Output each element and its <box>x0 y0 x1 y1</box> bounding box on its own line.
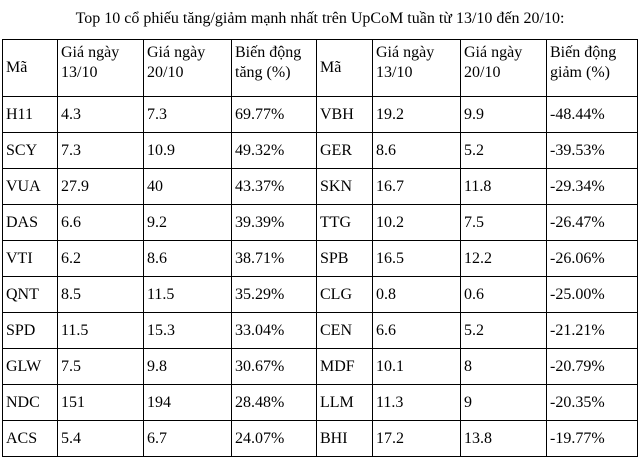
cell-gainer-price-start: 27.9 <box>58 169 144 205</box>
cell-gainer-price-end: 10.9 <box>144 133 232 169</box>
cell-gainer-price-end: 9.2 <box>144 205 232 241</box>
cell-loser-change: -48.44% <box>547 97 638 133</box>
cell-loser-price-end: 12.2 <box>461 241 547 277</box>
cell-loser-code: SKN <box>317 169 373 205</box>
cell-gainer-change: 35.29% <box>232 277 317 313</box>
cell-loser-code: TTG <box>317 205 373 241</box>
cell-gainer-price-start: 6.6 <box>58 205 144 241</box>
cell-loser-price-start: 17.2 <box>373 421 461 457</box>
cell-loser-price-start: 0.8 <box>373 277 461 313</box>
cell-loser-price-start: 6.6 <box>373 313 461 349</box>
cell-loser-code: BHI <box>317 421 373 457</box>
cell-loser-price-end: 7.5 <box>461 205 547 241</box>
cell-loser-code: CEN <box>317 313 373 349</box>
header-loser-price-end: Giá ngày 20/10 <box>461 40 547 97</box>
cell-gainer-change: 49.32% <box>232 133 317 169</box>
cell-gainer-code: VTI <box>3 241 58 277</box>
cell-gainer-price-end: 40 <box>144 169 232 205</box>
cell-loser-price-start: 10.1 <box>373 349 461 385</box>
cell-gainer-price-start: 5.4 <box>58 421 144 457</box>
cell-loser-code: VBH <box>317 97 373 133</box>
cell-gainer-change: 43.37% <box>232 169 317 205</box>
header-loser-change: Biến động giảm (%) <box>547 40 638 97</box>
header-gainer-change: Biến động tăng (%) <box>232 40 317 97</box>
cell-gainer-code: NDC <box>3 385 58 421</box>
cell-loser-change: -29.34% <box>547 169 638 205</box>
cell-loser-change: -26.06% <box>547 241 638 277</box>
cell-gainer-code: GLW <box>3 349 58 385</box>
cell-gainer-code: VUA <box>3 169 58 205</box>
cell-loser-code: LLM <box>317 385 373 421</box>
cell-loser-price-end: 5.2 <box>461 133 547 169</box>
cell-loser-change: -20.79% <box>547 349 638 385</box>
cell-loser-change: -19.77% <box>547 421 638 457</box>
table-body <box>3 97 638 457</box>
cell-loser-price-end: 9.9 <box>461 97 547 133</box>
cell-gainer-change: 69.77% <box>232 97 317 133</box>
cell-gainer-price-start: 7.3 <box>58 133 144 169</box>
table-row <box>3 97 638 133</box>
cell-gainer-price-start: 4.3 <box>58 97 144 133</box>
cell-gainer-code: SPD <box>3 313 58 349</box>
cell-loser-change: -20.35% <box>547 385 638 421</box>
cell-loser-change: -21.21% <box>547 313 638 349</box>
cell-loser-change: -25.00% <box>547 277 638 313</box>
cell-gainer-price-end: 7.3 <box>144 97 232 133</box>
table-row <box>3 313 638 349</box>
cell-gainer-price-end: 15.3 <box>144 313 232 349</box>
table-row <box>3 205 638 241</box>
cell-gainer-price-end: 6.7 <box>144 421 232 457</box>
cell-loser-price-start: 19.2 <box>373 97 461 133</box>
cell-loser-price-end: 8 <box>461 349 547 385</box>
cell-gainer-change: 28.48% <box>232 385 317 421</box>
cell-loser-price-end: 9 <box>461 385 547 421</box>
cell-loser-change: -26.47% <box>547 205 638 241</box>
cell-loser-price-end: 0.6 <box>461 277 547 313</box>
cell-gainer-change: 30.67% <box>232 349 317 385</box>
cell-gainer-code: ACS <box>3 421 58 457</box>
cell-gainer-price-start: 8.5 <box>58 277 144 313</box>
cell-loser-price-start: 8.6 <box>373 133 461 169</box>
cell-loser-price-start: 16.7 <box>373 169 461 205</box>
cell-loser-price-end: 5.2 <box>461 313 547 349</box>
table-row <box>3 277 638 313</box>
stock-table <box>2 39 638 457</box>
cell-loser-code: SPB <box>317 241 373 277</box>
cell-gainer-price-end: 9.8 <box>144 349 232 385</box>
cell-loser-code: CLG <box>317 277 373 313</box>
header-loser-code: Mã <box>317 40 373 97</box>
cell-loser-price-start: 16.5 <box>373 241 461 277</box>
cell-gainer-price-start: 151 <box>58 385 144 421</box>
cell-loser-change: -39.53% <box>547 133 638 169</box>
cell-gainer-change: 24.07% <box>232 421 317 457</box>
table-row <box>3 169 638 205</box>
table-row <box>3 133 638 169</box>
cell-gainer-price-start: 7.5 <box>58 349 144 385</box>
table-header-row <box>3 40 638 97</box>
header-gainer-price-start: Giá ngày 13/10 <box>58 40 144 97</box>
header-gainer-price-end: Giá ngày 20/10 <box>144 40 232 97</box>
cell-gainer-price-start: 11.5 <box>58 313 144 349</box>
cell-gainer-price-end: 11.5 <box>144 277 232 313</box>
cell-gainer-price-start: 6.2 <box>58 241 144 277</box>
cell-loser-price-start: 10.2 <box>373 205 461 241</box>
cell-loser-code: GER <box>317 133 373 169</box>
cell-gainer-code: DAS <box>3 205 58 241</box>
document-title: Top 10 cổ phiếu tăng/giảm mạnh nhất trên UpCoM tuần từ 13/10 đến 20/10: <box>75 10 565 27</box>
cell-gainer-code: H11 <box>3 97 58 133</box>
cell-gainer-code: QNT <box>3 277 58 313</box>
table-row <box>3 241 638 277</box>
table-row <box>3 421 638 457</box>
cell-gainer-code: SCY <box>3 133 58 169</box>
header-gainer-code: Mã <box>3 40 58 97</box>
header-loser-price-start: Giá ngày 13/10 <box>373 40 461 97</box>
cell-loser-price-end: 11.8 <box>461 169 547 205</box>
cell-loser-price-end: 13.8 <box>461 421 547 457</box>
cell-loser-code: MDF <box>317 349 373 385</box>
cell-gainer-change: 33.04% <box>232 313 317 349</box>
table-row <box>3 349 638 385</box>
table-row <box>3 385 638 421</box>
cell-gainer-change: 39.39% <box>232 205 317 241</box>
cell-gainer-price-end: 194 <box>144 385 232 421</box>
cell-loser-price-start: 11.3 <box>373 385 461 421</box>
cell-gainer-change: 38.71% <box>232 241 317 277</box>
cell-gainer-price-end: 8.6 <box>144 241 232 277</box>
